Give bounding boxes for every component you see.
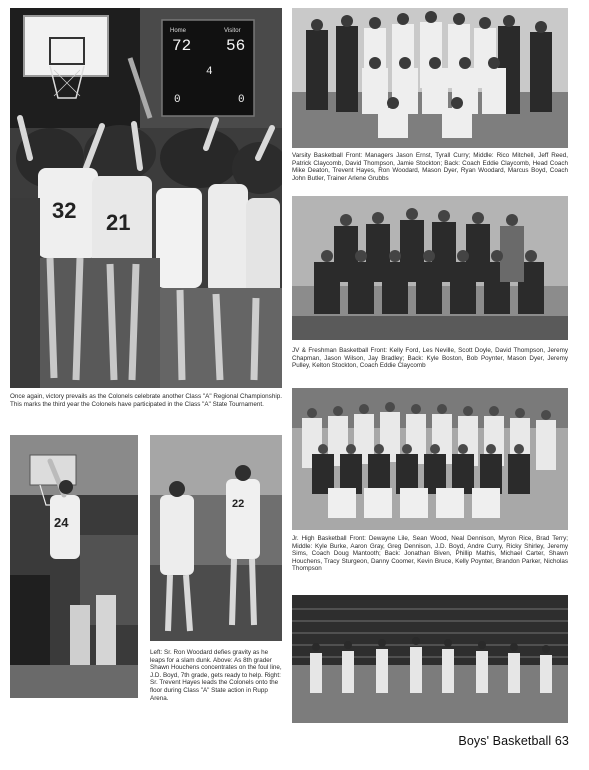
scoreboard-visitor-score: 56 <box>226 37 246 55</box>
scoreboard-visitor-label: Visitor <box>224 28 241 34</box>
scoreboard-home-score: 72 <box>172 37 192 55</box>
action-caption: Left: Sr. Ron Woodard defies gravity as he leaps for a slam dunk. Above: As 8th grader Shawn Houchens concentrates on the foul line, J.D. Boyd, 7th grade, gets ready to help. Right: Sr. Trevent Hayes leads the Colonels onto the floor during Class "A" State action in Rupp Arena. <box>150 649 282 702</box>
celebration-jersey-a: 32 <box>52 198 77 223</box>
jv-team-photo <box>292 196 568 340</box>
page-footer: Boys' Basketball 63 <box>458 734 569 748</box>
slam-dunk-photo <box>10 435 138 698</box>
celebration-photo <box>10 8 282 388</box>
scoreboard-fouls-right: 0 <box>238 94 245 106</box>
scoreboard-home-label: Home <box>170 28 187 34</box>
slam-dunk-jersey: 24 <box>54 515 69 530</box>
arena-photo <box>292 595 568 723</box>
celebration-jersey-b: 21 <box>106 210 131 235</box>
varsity-caption: Varsity Basketball Front: Managers Jason Ernst, Tyrall Curry; Middle: Rico Mitchell, Jeff Reed, Patrick Claycomb, David Thompson, Jamie Stockton; Back: Coach Eddie Claycomb, Head Coach Mike Deaton, Trevent Hayes, Ron Woodard, Mason Dyer, Ryan Woodard, Marcus Boyd, Coach John Butler, Trainer Arlene Grubbs <box>292 152 568 182</box>
foul-line-jersey: 22 <box>232 498 245 510</box>
scoreboard-fouls-left: 0 <box>174 94 181 106</box>
varsity-team-photo <box>292 8 568 148</box>
celebration-caption: Once again, victory prevails as the Colonels celebrate another Class "A" Regional Championship. This marks the third year the Colonels have participated in the Class "A" State Tournament. <box>10 393 282 408</box>
scoreboard-period: 4 <box>206 66 213 78</box>
jrhigh-team-photo <box>292 388 568 530</box>
jrhigh-caption: Jr. High Basketball Front: Dewayne Lile, Sean Wood, Neal Dennison, Myron Rice, Brad Terry; Middle: Kyle Burke, Aaron Gray, Greg Dennison, J.D. Boyd, Andre Curry, Ricky Shirley, Jeremy Sims, Coach Doug Mantooth; Back: Jonathan Biven, Phillip Mathis, Michael Carter, Shawn Houchens, Tracy Sturgeon, Danny Coomer, Kevin Bruce, Kelly Poynter, Brandon Parker, Nicholas Thompson <box>292 535 568 573</box>
foul-line-photo <box>150 435 282 641</box>
jv-caption: JV & Freshman Basketball Front: Kelly Ford, Les Neville, Scott Doyle, David Thompson, Jeremy Chapman, Jason Wilson, Jay Bradley; Back: Kyle Boston, Bob Poynter, Mason Dyer, Jeremy Pulley, Kelton Stockton, Coach Eddie Claycomb <box>292 347 568 370</box>
